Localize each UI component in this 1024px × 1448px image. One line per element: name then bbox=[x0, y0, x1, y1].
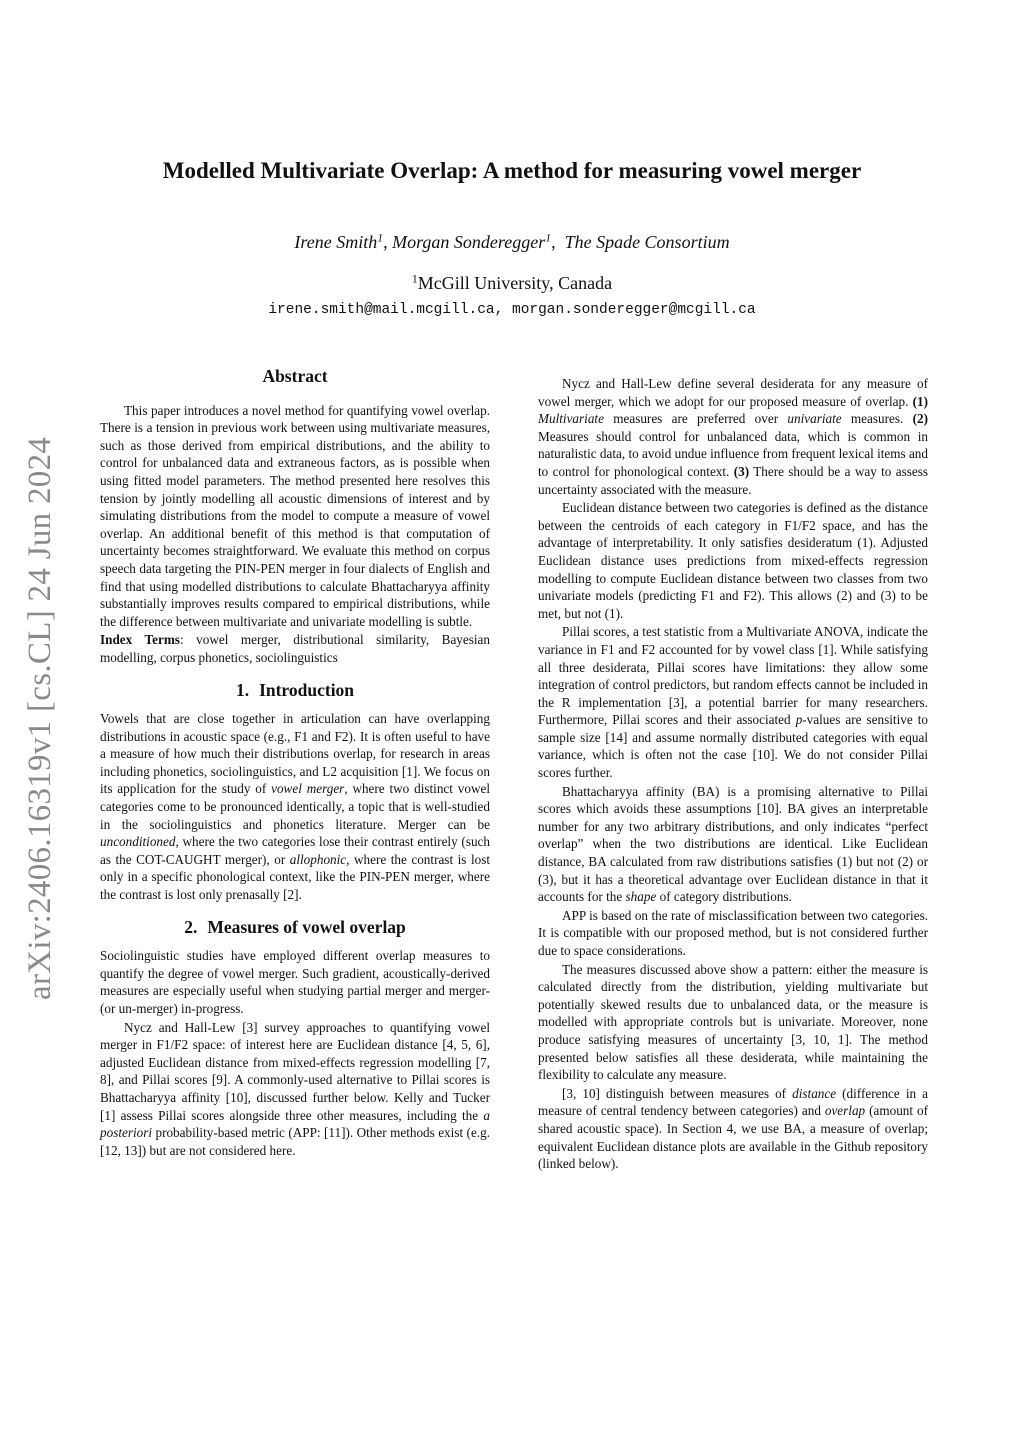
paragraph: APP is based on the rate of misclassification between two categories. It is compatible with our proposed method, but is not considered further due to space considerations. bbox=[538, 907, 928, 958]
affiliation-marker: 1 bbox=[411, 272, 418, 286]
paragraph: Euclidean distance between two categories is defined as the distance between the centroids of each category in F1/F2 space, and has the advantage of interpretability. It only satisfies desideratum (1). Adjusted Euclidean distance uses predictions from mixed-effects regression modelling to compute Euclidean distance between two classes from two univariate models (predicting F1 and F2). This allows (2) and (3) to be met, but not (1). bbox=[538, 500, 928, 621]
paragraph: Bhattacharyya affinity (BA) is a promising alternative to Pillai scores which avoids these assumptions [10]. BA gives an interpretable number for any two arbitrary distributions, and only indicates “perfect overlap” when the two distributions are identical. Like Euclidean distance, BA calculated from raw distributions satisfies (1) but not (2) or (3), but it has a theoretical advantage over Euclidean distance in that it accounts for the shape of category distributions. bbox=[538, 783, 928, 905]
author-list: Irene Smith$^1$, Morgan Sonderegger$^1$, The Spade Consortium bbox=[294, 231, 730, 252]
affiliation-marker: 1 bbox=[377, 231, 384, 245]
author-name: Irene Smith bbox=[294, 232, 378, 252]
affiliation bbox=[0, 273, 1024, 294]
paragraph: Sociolinguistic studies have employed different overlap measures to quantify the degree of vowel merger. Such gradient, acoustically-derived measures are especially useful when studying partial merger and merger- (or un-merger) in-progress. bbox=[100, 948, 490, 1016]
abstract-heading: Abstract bbox=[262, 366, 328, 386]
author-emails: irene.smith@mail.mcgill.ca, morgan.sonderegger@mcgill.ca bbox=[268, 302, 756, 318]
section-number: 2. bbox=[184, 916, 198, 937]
paragraph: Vowels that are close together in articulation can have overlapping distributions in acoustic space (e.g., F1 and F2). It is often useful to have a measure of how much their distributions overlap, for research in areas including phonetics, sociolinguistics, and L2 acquisition [1]. We focus on its application for the study of vowel merger, where two distinct vowel categories come to be pronounced identically, a topic that is well-studied in the sociolinguistics and phonetics literature. Merger can be unconditioned, where the two categories lose their contrast entirely (such as the COT-CAUGHT merger), or allophonic, where the contrast is lost only in a specific phonological context, like the PIN-PEN merger, where the contrast is lost only prenasally [2]. bbox=[100, 711, 490, 903]
paragraph: [3, 10] distinguish between measures of distance (difference in a measure of central tendency between categories) and overlap (amount of shared acoustic space). In Section 4, we use BA, a measure of overlap; equivalent Euclidean distance plots are available in the Github repository (linked below). bbox=[538, 1085, 928, 1172]
author-name: Morgan Sonderegger bbox=[392, 232, 546, 252]
section-title: Introduction bbox=[259, 679, 355, 700]
abstract-text: This paper introduces a novel method for quantifying vowel overlap. There is a tension in previous work between using multivariate measures, such as those derived from empirical distributions, and the ability to control for unbalanced data and extraneous factors, as is possible when using fitted model parameters. The method presented here resolves this tension by jointly modelling all acoustic dimensions of interest and by simulating distributions from the model to compute a measure of vowel overlap. An additional benefit of this method is that computation of uncertainty becomes straightforward. We evaluate this method on corpus speech data targeting the PIN-PEN merger in four dialects of English and find that using modelled distributions to calculate Bhattacharyya affinity substantially improves results compared to empirical distributions, while the difference between multivariate and univariate modelling is subtle. bbox=[100, 402, 490, 629]
index-terms-text: : vowel merger, distributional similarity, Bayesian modelling, corpus phonetics, sociolinguistics bbox=[100, 632, 491, 665]
left-column bbox=[100, 368, 490, 1160]
section-title: Measures of vowel overlap bbox=[207, 916, 406, 937]
paragraph: Nycz and Hall-Lew [3] survey approaches to quantifying vowel merger in F1/F2 space: of interest here are Euclidean distance [4, 5, 6], adjusted Euclidean distance from mixed-effects regression modelling [7, 8], and Pillai scores [9]. A commonly-used alternative to Pillai scores is Bhattacharyya affinity [10], discussed further below. Kelly and Tucker [1] assess Pillai scores alongside three other measures, including the a posteriori probability-based metric (APP: [11]). Other methods exist (e.g. [12, 13]) but are not considered here. bbox=[100, 1019, 490, 1158]
section-heading bbox=[100, 916, 490, 937]
index-terms bbox=[100, 631, 490, 666]
right-column bbox=[538, 375, 928, 1174]
section-heading bbox=[100, 679, 490, 700]
affiliation-text: McGill University, Canada bbox=[417, 273, 613, 293]
arxiv-stamp: arXiv:2406.16319v1 [cs.CL] 24 Jun 2024 bbox=[22, 436, 58, 1000]
section-number: 1. bbox=[235, 679, 250, 700]
paragraph: Nycz and Hall-Lew define several desiderata for any measure of vowel merger, which we adopt for our proposed measure of overlap. (1) Multivariate measures are preferred over univariate measures. (2) Measures should control for unbalanced data, which is common in naturalistic data, to avoid undue influence from frequent lexical items and to control for phonological context. (3) There should be a way to assess uncertainty associated with the measure. bbox=[538, 376, 928, 497]
index-terms-label: Index Terms bbox=[100, 632, 180, 648]
affiliation-marker: 1 bbox=[545, 231, 552, 245]
author-name: The Spade Consortium bbox=[564, 232, 730, 252]
paper-title: Modelled Multivariate Overlap: A method for measuring vowel merger bbox=[162, 158, 862, 183]
paragraph: The measures discussed above show a pattern: either the measure is calculated directly from the distribution, yielding multivariate but potentially skewed results due to unbalanced data, or the measure is modelled with appropriate controls but is univariate. Moreover, none produce satisfying measures of uncertainty [3, 10, 1]. The method presented below satisfies all these desiderata, while maintaining the flexibility to calculate any measure. bbox=[538, 961, 928, 1083]
paragraph: Pillai scores, a test statistic from a Multivariate ANOVA, indicate the variance in F1 and F2 accounted for by vowel class [1]. While satisfying all three desiderata, Pillai scores have limitations: they allow some integration of control predictors, but random effects cannot be included in the R implementation [3], a potential barrier for many researchers. Furthermore, Pillai scores and their associated p-values are sensitive to sample size [14] and assume normally distributed categories with equal variance, which is often not the case [10]. We do not consider Pillai scores further. bbox=[538, 624, 928, 781]
